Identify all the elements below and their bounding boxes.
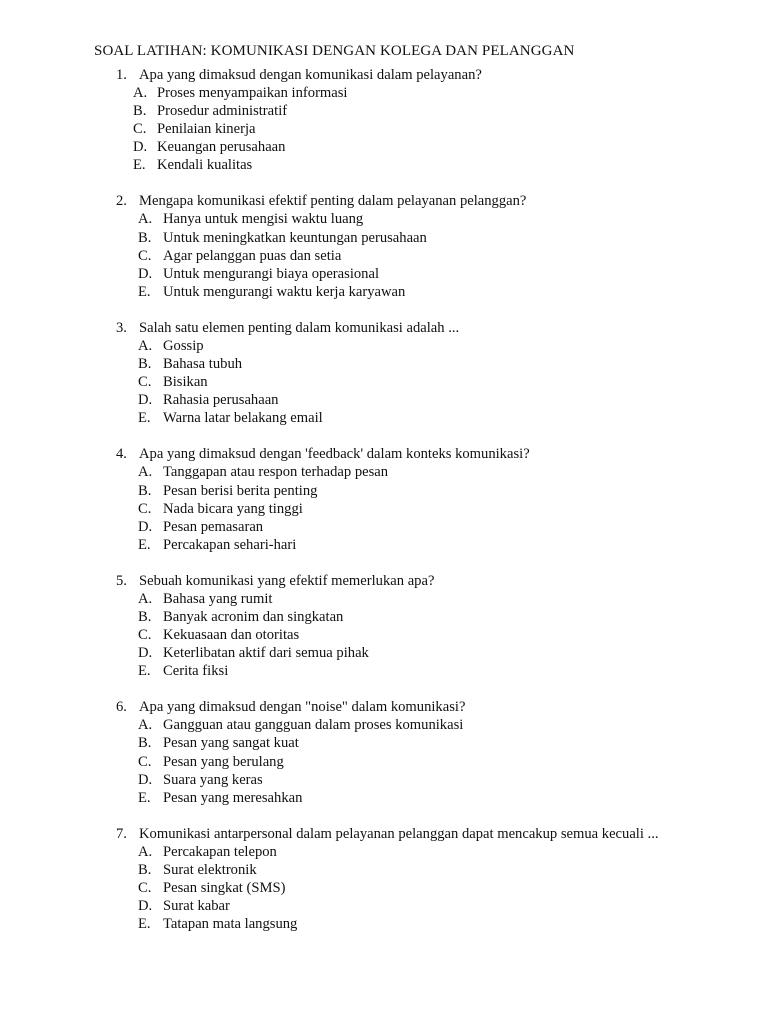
- question-5: [0, 572, 768, 680]
- option-text: Bisikan: [163, 374, 208, 391]
- option-list: [0, 843, 768, 933]
- option-letter: B.: [138, 229, 152, 246]
- option-e: [0, 662, 768, 680]
- option-text: Pesan singkat (SMS): [163, 880, 286, 896]
- question-text: Apa yang dimaksud dengan 'feedback' dalam konteks komunikasi?: [139, 446, 530, 463]
- option-letter: E.: [138, 283, 151, 300]
- option-letter: C.: [138, 880, 152, 896]
- option-letter: D.: [138, 771, 153, 788]
- option-d: [0, 897, 768, 915]
- option-text: Pesan berisi berita penting: [163, 482, 318, 499]
- option-e: [0, 156, 768, 174]
- option-letter: C.: [138, 627, 152, 644]
- option-e: [0, 409, 768, 427]
- option-text: Pesan yang berulang: [163, 753, 284, 770]
- option-letter: D.: [138, 518, 153, 535]
- question-number: 5.: [116, 572, 127, 589]
- option-letter: C.: [138, 374, 152, 391]
- question-text: Apa yang dimaksud dengan "noise" dalam komunikasi?: [139, 699, 466, 716]
- question-1: [0, 66, 768, 174]
- question-text-row: [0, 192, 699, 210]
- option-c: [0, 247, 768, 265]
- option-list: [0, 337, 768, 427]
- option-e: [0, 283, 768, 301]
- option-letter: A.: [138, 211, 153, 228]
- option-letter: A.: [138, 843, 153, 860]
- option-letter: A.: [138, 590, 153, 607]
- option-c: [0, 500, 768, 518]
- question-text-row: [0, 825, 699, 843]
- option-text: Kendali kualitas: [157, 157, 253, 174]
- question-text-row: [0, 66, 699, 84]
- question-text: Apa yang dimaksud dengan komunikasi dalam pelayanan?: [139, 67, 482, 83]
- option-letter: E.: [138, 663, 151, 680]
- question-number: 1.: [116, 67, 127, 83]
- option-text: Proses menyampaikan informasi: [157, 85, 348, 101]
- option-c: [0, 120, 768, 138]
- question-number: 2.: [116, 193, 127, 210]
- option-text: Percakapan sehari-hari: [163, 536, 297, 553]
- option-b: [0, 355, 768, 373]
- option-text: Percakapan telepon: [163, 843, 277, 860]
- option-letter: A.: [138, 717, 153, 734]
- question-text-row: [0, 698, 699, 716]
- option-list: [0, 463, 768, 553]
- option-letter: C.: [133, 121, 147, 138]
- option-text: Cerita fiksi: [163, 663, 229, 680]
- option-d: [0, 771, 768, 789]
- option-letter: D.: [138, 392, 153, 409]
- option-letter: E.: [133, 157, 146, 174]
- option-letter: B.: [138, 482, 152, 499]
- question-4: [0, 445, 768, 553]
- option-c: [0, 753, 768, 771]
- option-d: [0, 138, 768, 156]
- option-text: Pesan yang sangat kuat: [163, 735, 299, 752]
- option-letter: C.: [138, 753, 152, 770]
- option-a: [0, 337, 768, 355]
- option-text: Hanya untuk mengisi waktu luang: [163, 211, 364, 228]
- option-a: [0, 843, 768, 861]
- option-b: [0, 861, 768, 879]
- option-letter: E.: [138, 410, 151, 427]
- option-letter: B.: [138, 735, 152, 752]
- option-d: [0, 644, 768, 662]
- option-letter: E.: [138, 789, 151, 806]
- option-c: [0, 626, 768, 644]
- option-letter: E.: [138, 916, 151, 933]
- question-text-row: [0, 572, 699, 590]
- question-number: 3.: [116, 319, 127, 336]
- option-letter: A.: [138, 464, 153, 481]
- option-text: Untuk mengurangi biaya operasional: [163, 265, 380, 282]
- option-b: [0, 734, 768, 752]
- document-title: SOAL LATIHAN: KOMUNIKASI DENGAN KOLEGA DAN PELANGGAN: [94, 43, 575, 59]
- option-a: [0, 84, 768, 102]
- option-letter: D.: [138, 265, 153, 282]
- option-list: [0, 590, 768, 680]
- option-b: [0, 102, 768, 120]
- option-b: [0, 482, 768, 500]
- option-text: Kekuasaan dan otoritas: [163, 627, 300, 644]
- option-d: [0, 265, 768, 283]
- question-list: [0, 66, 768, 951]
- option-letter: B.: [133, 103, 147, 120]
- question-text: Mengapa komunikasi efektif penting dalam pelayanan pelanggan?: [139, 193, 527, 210]
- option-text: Suara yang keras: [163, 771, 263, 788]
- question-text-row: [0, 445, 699, 463]
- option-a: [0, 463, 768, 481]
- question-number: 6.: [116, 699, 127, 716]
- option-text: Bahasa tubuh: [163, 356, 243, 373]
- option-text: Banyak acronim dan singkatan: [163, 608, 344, 625]
- option-text: Agar pelanggan puas dan setia: [163, 247, 342, 264]
- option-text: Warna latar belakang email: [163, 410, 323, 427]
- option-text: Penilaian kinerja: [157, 121, 256, 138]
- option-d: [0, 518, 768, 536]
- question-7: [0, 825, 768, 933]
- option-text: Keuangan perusahaan: [157, 139, 286, 156]
- option-text: Prosedur administratif: [157, 103, 288, 120]
- question-3: [0, 319, 768, 427]
- option-a: [0, 590, 768, 608]
- question-6: [0, 698, 768, 806]
- option-text: Gossip: [163, 337, 204, 354]
- option-e: [0, 789, 768, 807]
- option-text: Gangguan atau gangguan dalam proses komunikasi: [163, 717, 464, 734]
- option-letter: D.: [138, 645, 153, 662]
- option-c: [0, 373, 768, 391]
- option-e: [0, 536, 768, 554]
- option-b: [0, 229, 768, 247]
- question-text-row: [0, 319, 699, 337]
- option-text: Untuk mengurangi waktu kerja karyawan: [163, 283, 406, 300]
- option-d: [0, 391, 768, 409]
- question-text: Komunikasi antarpersonal dalam pelayanan pelanggan dapat mencakup semua kecuali ...: [139, 825, 659, 842]
- option-letter: D.: [133, 139, 148, 156]
- option-e: [0, 915, 768, 933]
- option-text: Tanggapan atau respon terhadap pesan: [163, 464, 389, 481]
- option-text: Untuk meningkatkan keuntungan perusahaan: [163, 229, 427, 246]
- option-letter: C.: [138, 500, 152, 517]
- option-text: Pesan yang meresahkan: [163, 789, 303, 806]
- option-c: [0, 879, 768, 897]
- option-letter: A.: [133, 85, 148, 101]
- option-list: [0, 210, 768, 300]
- option-list: [0, 84, 768, 174]
- option-text: Tatapan mata langsung: [163, 916, 298, 933]
- option-text: Surat elektronik: [163, 861, 257, 878]
- option-text: Pesan pemasaran: [163, 518, 264, 535]
- option-list: [0, 716, 768, 806]
- question-number: 7.: [116, 825, 127, 842]
- option-a: [0, 210, 768, 228]
- option-text: Nada bicara yang tinggi: [163, 500, 303, 517]
- option-letter: D.: [138, 898, 153, 915]
- option-letter: B.: [138, 861, 152, 878]
- option-a: [0, 716, 768, 734]
- option-text: Bahasa yang rumit: [163, 590, 273, 607]
- question-text: Sebuah komunikasi yang efektif memerlukan apa?: [139, 572, 435, 589]
- option-text: Surat kabar: [163, 898, 230, 915]
- option-letter: A.: [138, 337, 153, 354]
- question-text: Salah satu elemen penting dalam komunikasi adalah ...: [139, 319, 460, 336]
- option-text: Keterlibatan aktif dari semua pihak: [163, 645, 369, 662]
- option-letter: B.: [138, 608, 152, 625]
- question-number: 4.: [116, 446, 127, 463]
- option-letter: E.: [138, 536, 151, 553]
- option-text: Rahasia perusahaan: [163, 392, 279, 409]
- question-2: [0, 192, 768, 300]
- option-b: [0, 608, 768, 626]
- option-letter: B.: [138, 356, 152, 373]
- option-letter: C.: [138, 247, 152, 264]
